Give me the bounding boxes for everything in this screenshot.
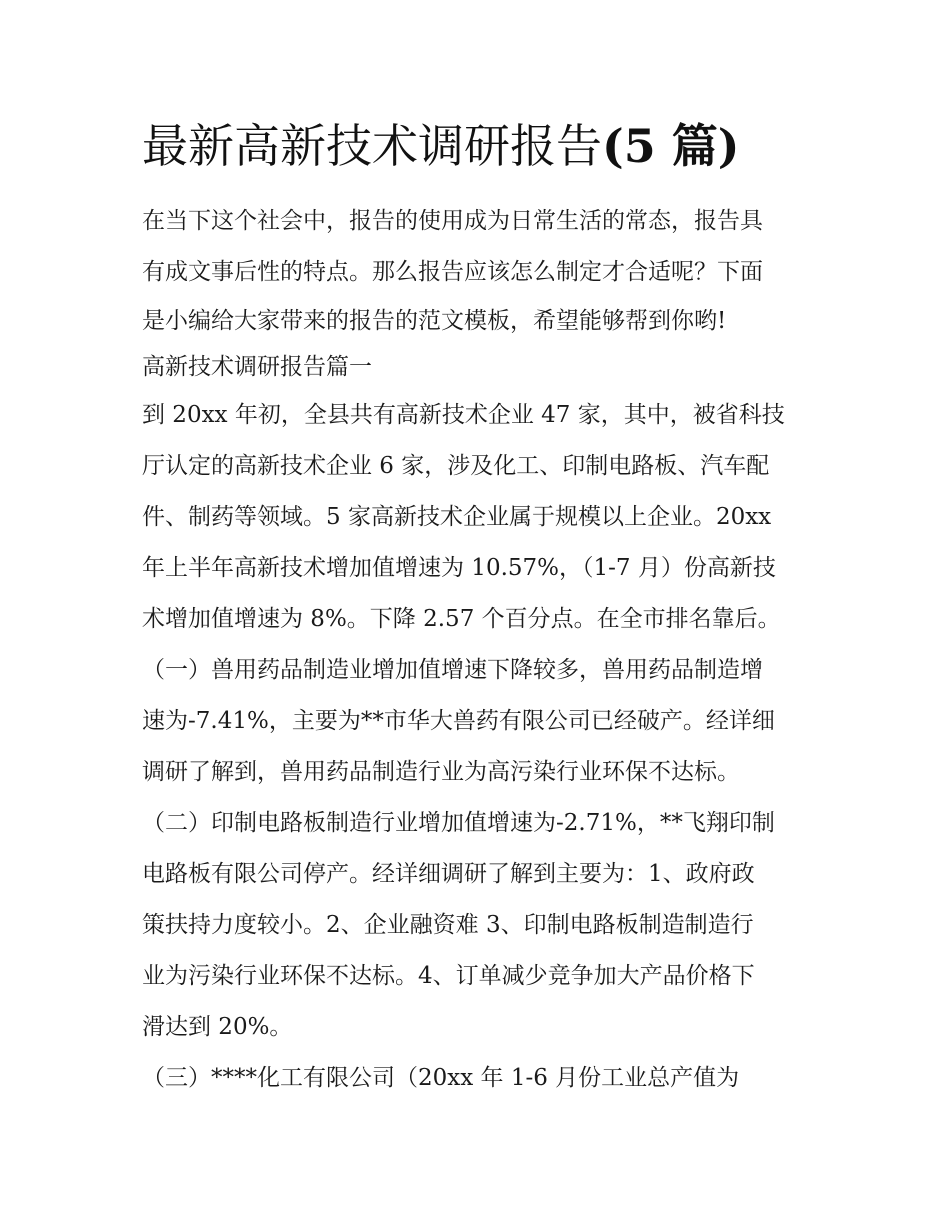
body-line-11: 策扶持力度较小。2、企业融资难 3、印制电路板制造制造行 (142, 912, 754, 938)
body-line-8: 调研了解到，兽用药品制造行业为高污染行业环保不达标。 (142, 759, 740, 785)
intro-line-3: 是小编给大家带来的报告的范文模板，希望能够帮到你哟! (142, 308, 727, 334)
body-line-7: 速为-7.41%，主要为**市华大兽药有限公司已经破产。经详细 (142, 708, 775, 734)
intro-line-1: 在当下这个社会中，报告的使用成为日常生活的常态，报告具 (142, 208, 763, 234)
body-line-9: （二）印制电路板制造行业增加值增速为-2.71%，**飞翔印制 (142, 810, 775, 836)
body-line-2: 厅认定的高新技术企业 6 家，涉及化工、印制电路板、汽车配 (142, 453, 770, 479)
body-line-12: 业为污染行业环保不达标。4、订单减少竞争加大产品价格下 (142, 963, 755, 989)
body-line-3: 件、制药等领域。5 家高新技术企业属于规模以上企业。20xx (142, 504, 772, 530)
body-line-5: 术增加值增速为 8%。下降 2.57 个百分点。在全市排名靠后。 (142, 606, 781, 632)
body-line-6: （一）兽用药品制造业增加值增速下降较多，兽用药品制造增 (142, 657, 763, 683)
body-line-1: 到 20xx 年初，全县共有高新技术企业 47 家，其中，被省科技 (142, 402, 785, 428)
body-line-4: 年上半年高新技术增加值增速为 10.57%，（1-7 月）份高新技 (142, 555, 776, 581)
section-heading: 高新技术调研报告篇一 (142, 354, 372, 380)
intro-line-2: 有成文事后性的特点。那么报告应该怎么制定才合适呢？下面 (142, 259, 763, 285)
title-main: 最新高新技术调研报告 (142, 119, 602, 173)
document-body (142, 196, 814, 1104)
body-line-13: 滑达到 20%。 (142, 1014, 293, 1040)
title-suffix: (5 篇) (602, 119, 740, 173)
body-line-14: （三）****化工有限公司（20xx 年 1-6 月份工业总产值为 (142, 1065, 740, 1091)
document-page (142, 110, 814, 1104)
body-line-10: 电路板有限公司停产。经详细调研了解到主要为：1、政府政 (142, 861, 755, 887)
page-title (142, 110, 814, 182)
